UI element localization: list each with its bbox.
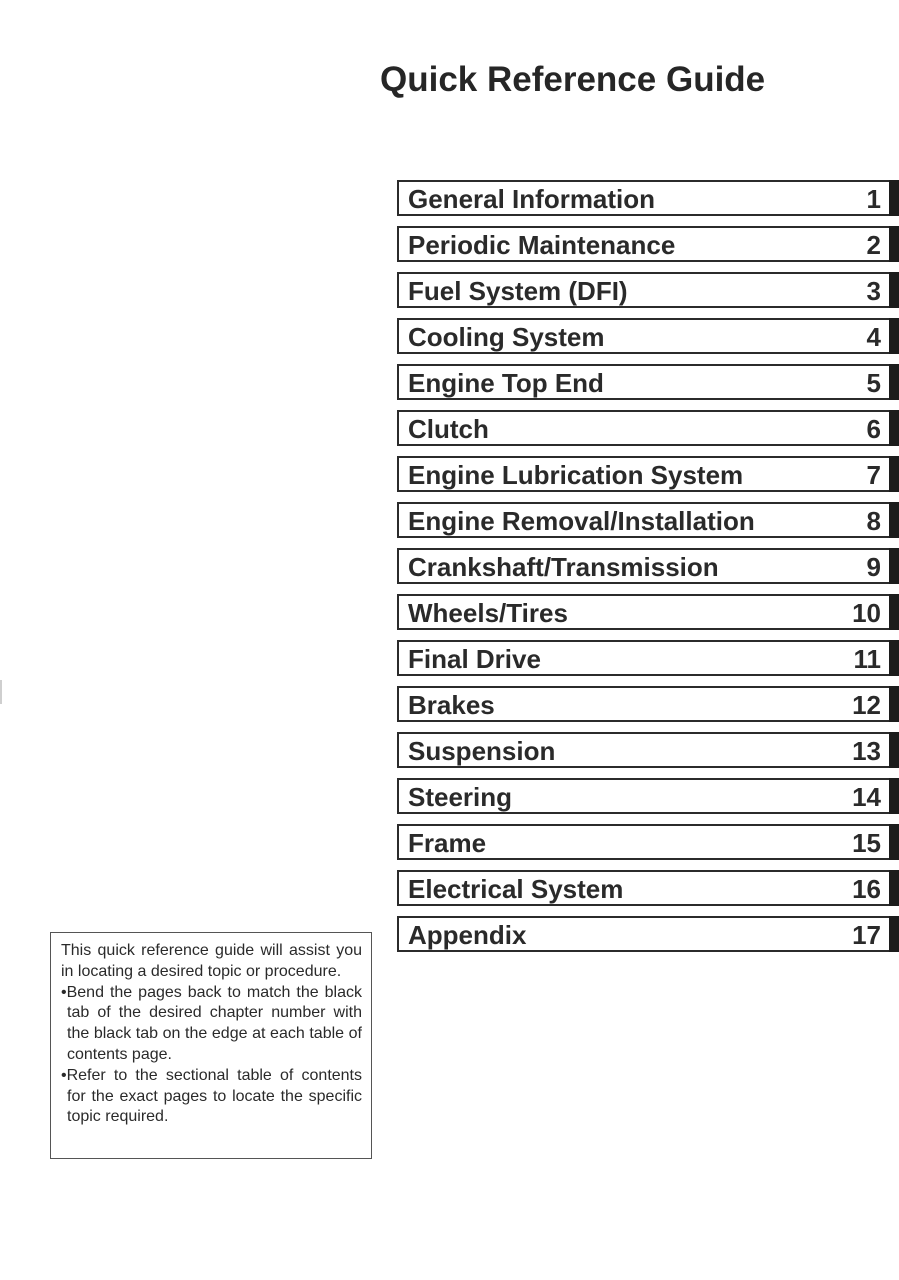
page-title: Quick Reference Guide <box>380 60 766 99</box>
chapter-tab <box>889 456 899 492</box>
chapter-tab <box>889 226 899 262</box>
chapter-number: 3 <box>866 276 881 306</box>
chapter-label: Crankshaft/Transmission <box>408 552 719 582</box>
chapter-tab <box>889 548 899 584</box>
chapter-row-periodic-maintenance[interactable] <box>397 226 899 262</box>
chapter-label: Appendix <box>408 920 527 950</box>
chapter-row-suspension[interactable] <box>397 732 899 768</box>
chapter-tab <box>889 180 899 216</box>
chapter-tab <box>889 916 899 952</box>
chapter-number: 16 <box>852 874 881 904</box>
chapter-label: Cooling System <box>408 322 605 352</box>
chapter-label: Engine Top End <box>408 368 604 398</box>
chapter-number: 8 <box>866 506 881 536</box>
chapter-tab <box>889 640 899 676</box>
chapter-row-frame[interactable] <box>397 824 899 860</box>
chapter-tab <box>889 410 899 446</box>
chapter-row-cooling-system[interactable] <box>397 318 899 354</box>
chapter-tab <box>889 732 899 768</box>
chapter-row-electrical-system[interactable] <box>397 870 899 906</box>
chapter-label: Engine Lubrication System <box>408 460 744 490</box>
chapter-tab <box>889 272 899 308</box>
chapter-number: 17 <box>852 920 881 950</box>
chapter-label: Wheels/Tires <box>408 598 568 628</box>
chapter-number: 10 <box>852 598 881 628</box>
chapter-number: 12 <box>852 690 881 720</box>
chapter-number: 2 <box>866 230 881 260</box>
chapter-label: Final Drive <box>408 644 541 674</box>
chapter-tab <box>889 778 899 814</box>
chapter-row-engine-top-end[interactable] <box>397 364 899 400</box>
chapter-label: Engine Removal/Installation <box>408 506 755 536</box>
chapter-row-steering[interactable] <box>397 778 899 814</box>
chapter-number: 7 <box>866 460 881 490</box>
instructions-intro: This quick reference guide will assist you in locating a desired topic or procedure. <box>61 942 362 980</box>
chapter-list <box>397 180 899 962</box>
chapter-number: 13 <box>852 736 881 766</box>
chapter-row-engine-lubrication-system[interactable] <box>397 456 899 492</box>
chapter-label: Periodic Maintenance <box>408 230 676 260</box>
chapter-row-final-drive[interactable] <box>397 640 899 676</box>
chapter-number: 14 <box>852 782 881 812</box>
chapter-label: Suspension <box>408 736 556 766</box>
chapter-tab <box>889 686 899 722</box>
instructions-bullet-sectional-toc: •Refer to the sectional table of contents for the exact pages to locate the specific topic required. <box>61 1066 362 1126</box>
chapter-row-engine-removal-installation[interactable] <box>397 502 899 538</box>
chapter-number: 15 <box>852 828 881 858</box>
chapter-tab <box>889 594 899 630</box>
chapter-row-wheels-tires[interactable] <box>397 594 899 630</box>
chapter-label: Clutch <box>408 414 489 444</box>
chapter-label: Fuel System (DFI) <box>408 276 628 306</box>
chapter-row-fuel-system[interactable] <box>397 272 899 308</box>
chapter-row-clutch[interactable] <box>397 410 899 446</box>
chapter-row-brakes[interactable] <box>397 686 899 722</box>
chapter-number: 11 <box>853 644 881 674</box>
chapter-label: Frame <box>408 828 487 858</box>
chapter-row-general-information[interactable] <box>397 180 899 216</box>
chapter-row-crankshaft-transmission[interactable] <box>397 548 899 584</box>
chapter-tab <box>889 318 899 354</box>
scan-edge-mark <box>0 680 2 704</box>
chapter-label: General Information <box>408 184 656 214</box>
chapter-row-appendix[interactable] <box>397 916 899 952</box>
chapter-label: Electrical System <box>408 874 624 904</box>
instructions-box <box>50 932 372 1159</box>
chapter-number: 1 <box>866 184 881 214</box>
chapter-number: 6 <box>866 414 881 444</box>
chapter-tab <box>889 364 899 400</box>
chapter-tab <box>889 870 899 906</box>
chapter-tab <box>889 502 899 538</box>
chapter-tab <box>889 824 899 860</box>
chapter-number: 5 <box>866 368 881 398</box>
chapter-number: 4 <box>866 322 881 352</box>
instructions-bullet-bend-pages: •Bend the pages back to match the black tab of the desired chapter number with the black tab on the edge at each table of contents page. <box>61 983 362 1063</box>
chapter-label: Steering <box>408 782 513 812</box>
chapter-number: 9 <box>866 552 881 582</box>
chapter-label: Brakes <box>408 690 495 720</box>
